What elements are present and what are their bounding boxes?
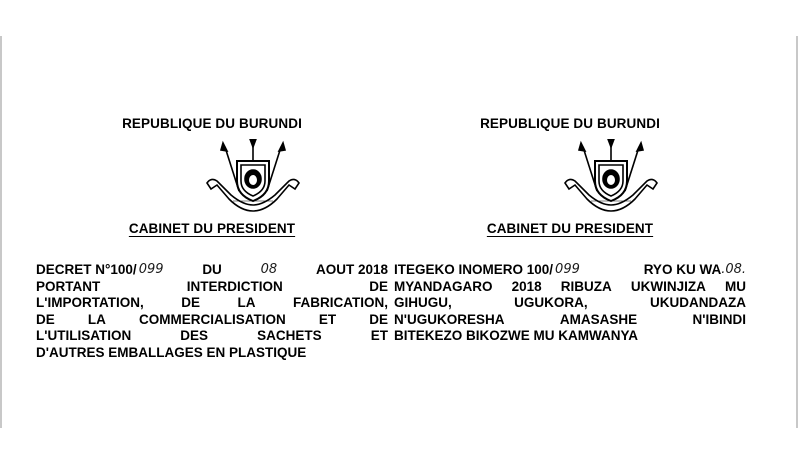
word: ET <box>318 311 337 327</box>
coat-of-arms-icon <box>561 139 661 217</box>
decree-prefix: ITEGEKO INOMERO 100/ <box>394 262 554 277</box>
cabinet-heading: CABINET DU PRESIDENT <box>486 221 654 236</box>
word: ET <box>370 328 388 343</box>
word: UKUDANDAZA <box>649 295 746 310</box>
decree-body-line <box>36 345 388 362</box>
word: SACHETS <box>257 328 322 343</box>
word: PORTANT <box>36 278 101 294</box>
handwritten-day: 08 <box>260 262 278 277</box>
word: MU <box>725 278 746 294</box>
word: DE <box>181 295 200 310</box>
word: RIBUZA <box>560 278 612 294</box>
word: D'AUTRES EMBALLAGES EN PLASTIQUE <box>36 344 307 360</box>
word: GIHUGU, <box>394 295 452 310</box>
word: L'IMPORTATION, <box>36 295 144 310</box>
kirundi-column <box>394 0 746 460</box>
decree-prefix: DECRET N°100/ <box>36 262 137 277</box>
word: MYANDAGARO <box>394 278 493 294</box>
word: BITEKEZO BIKOZWE MU KAMWANYA <box>394 328 638 343</box>
page-left-edge <box>0 36 2 428</box>
decree-body-line <box>36 312 388 329</box>
decree-body-line <box>394 295 746 312</box>
decree-title-line <box>394 262 746 279</box>
word: 2018 <box>511 278 542 294</box>
decree-body-line <box>394 279 746 296</box>
page-right-edge <box>796 36 798 428</box>
word: DE <box>369 278 388 294</box>
decree-title-line <box>36 262 388 279</box>
word: FABRICATION, <box>292 295 388 310</box>
word: L'UTILISATION <box>36 328 132 343</box>
word: LA <box>237 295 256 310</box>
republic-heading: REPUBLIQUE DU BURUNDI <box>480 116 660 131</box>
republic-heading: REPUBLIQUE DU BURUNDI <box>122 116 302 131</box>
decree-body-line <box>36 328 388 345</box>
word: N'UGUKORESHA <box>394 311 505 327</box>
handwritten-number: 099 <box>555 262 580 277</box>
coat-of-arms-icon <box>203 139 303 217</box>
handwritten-number: 099 <box>138 262 164 277</box>
decree-body-line <box>394 312 746 329</box>
handwritten-day: .08. <box>721 262 746 277</box>
word: LA <box>87 311 106 327</box>
word: AMASASHE <box>559 311 638 327</box>
decree-title-ki <box>394 262 746 345</box>
cabinet-heading: CABINET DU PRESIDENT <box>128 221 296 236</box>
word: COMMERCIALISATION <box>138 311 286 327</box>
du-text: DU <box>202 262 222 277</box>
word: DES <box>180 328 209 343</box>
ryo-text: RYO KU WA <box>643 262 722 277</box>
decree-body-line <box>394 328 746 345</box>
french-column <box>36 0 388 460</box>
month-year-text: AOUT 2018 <box>315 262 388 277</box>
decree-body-line <box>36 295 388 312</box>
decree-body-line <box>36 279 388 296</box>
word: UKWINJIZA <box>630 278 706 294</box>
word: DE <box>36 311 55 327</box>
word: DE <box>369 311 388 327</box>
decree-title-fr <box>36 262 388 361</box>
word: N'IBINDI <box>692 311 746 327</box>
word: UGUKORA, <box>514 295 588 310</box>
word: INTERDICTION <box>186 278 283 294</box>
